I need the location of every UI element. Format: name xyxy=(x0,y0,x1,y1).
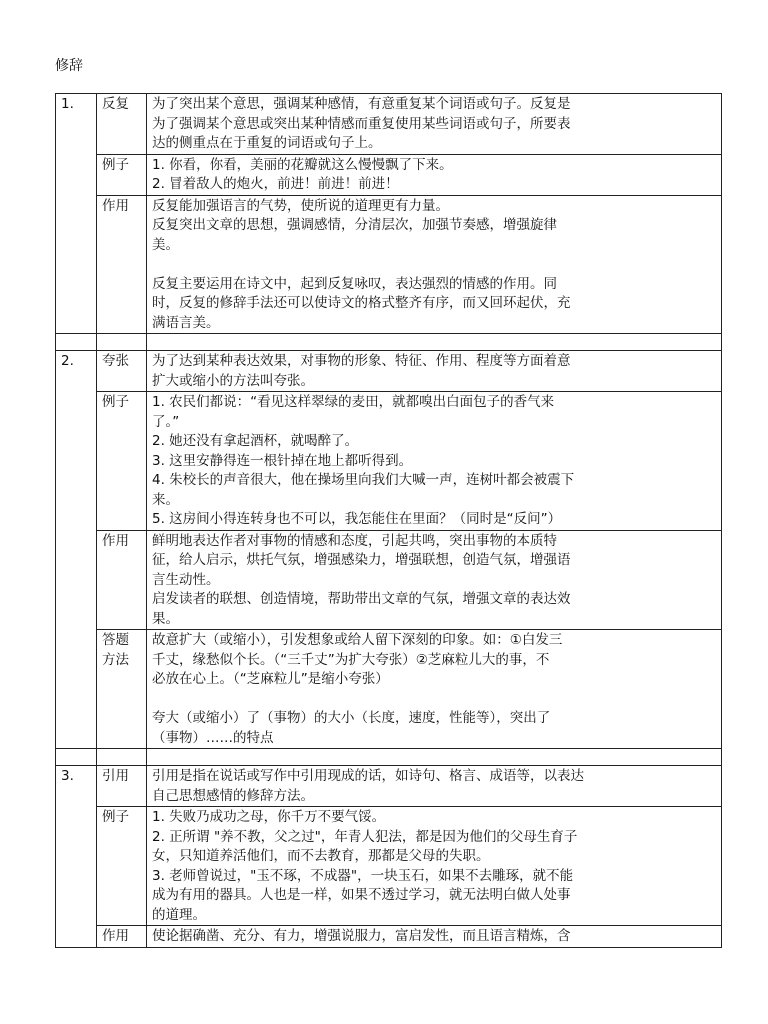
section-spacer xyxy=(56,334,722,351)
content-line: 1. 失败乃成功之母，你千万不要气馁。 xyxy=(152,809,386,825)
section-number: 1. xyxy=(56,94,97,334)
content-line: 女，只知道养活他们，而不去教育，那都是父母的失职。 xyxy=(152,848,490,864)
row-label xyxy=(97,807,147,926)
row-label-line: 方法 xyxy=(102,651,129,668)
rhetoric-table xyxy=(55,93,722,948)
section-term: 反复 xyxy=(97,94,147,155)
document-title: 修辞 xyxy=(55,58,83,74)
content-line: 故意扩大（或缩小），引发想象或给人留下深刻的印象。如：①白发三 xyxy=(152,632,563,648)
content-line: 反复突出文章的思想，强调感情，分清层次，加强节奏感，增强旋律 xyxy=(152,217,557,233)
spacer-cell xyxy=(97,334,147,351)
spacer-cell xyxy=(147,334,722,351)
content-line: 的道理。 xyxy=(152,906,206,923)
row-label-line: 作用 xyxy=(102,532,129,549)
content-line: 满语言美。 xyxy=(152,314,220,331)
section-definition xyxy=(147,766,722,807)
section-row xyxy=(56,94,722,155)
content-line: 4. 朱校长的声音很大，他在操场里向我们大喊一声，连树叶都会被震下 xyxy=(152,472,575,488)
definition-line: 引用是指在说话或写作中引用现成的话，如诗句、格言、成语等，以表达 xyxy=(152,768,584,784)
content-line: 鲜明地表达作者对事物的情感和态度，引起共鸣，突出事物的本质特 xyxy=(152,532,557,549)
content-line: 2. 冒着敌人的炮火，前进！前进！前进！ xyxy=(152,176,399,192)
content-line: 使论据确凿、充分、有力，增强说服力，富启发性，而且语言精炼，含 xyxy=(152,928,571,944)
row-content xyxy=(147,926,722,948)
section-row xyxy=(56,351,722,392)
row-content xyxy=(147,154,722,195)
section-term: 夸张 xyxy=(97,351,147,392)
content-line: 了。” xyxy=(152,413,180,430)
detail-row xyxy=(56,154,722,195)
content-line: 美。 xyxy=(152,236,179,253)
row-label xyxy=(97,392,147,531)
section-term: 引用 xyxy=(97,766,147,807)
section-definition xyxy=(147,351,722,392)
definition-line: 扩大或缩小的方法叫夸张。 xyxy=(152,372,314,389)
detail-row xyxy=(56,392,722,531)
row-label xyxy=(97,195,147,334)
section-number: 3. xyxy=(56,766,97,948)
row-label-line: 答题 xyxy=(102,632,129,648)
spacer-cell xyxy=(147,749,722,766)
section-definition xyxy=(147,94,722,155)
detail-row xyxy=(56,926,722,948)
section-number: 2. xyxy=(56,351,97,749)
content-line xyxy=(152,255,716,275)
row-content xyxy=(147,630,722,749)
content-line: 征，给人启示，烘托气氛，增强感染力，增强联想，创造气氛，增强语 xyxy=(152,552,571,568)
content-line: 1. 你看，你看，美丽的花瓣就这么慢慢飘了下来。 xyxy=(152,156,453,173)
row-label xyxy=(97,530,147,630)
content-line: 3. 老师曾说过，"玉不琢，不成器"，一块玉石，如果不去雕琢，就不能 xyxy=(152,867,574,884)
definition-line: 为了达到某种表达效果，对事物的形象、特征、作用、程度等方面着意 xyxy=(152,353,571,369)
content-line: 必放在心上。（“芝麻粒儿”是缩小夸张） xyxy=(152,671,389,687)
content-line: 5. 这房间小得连转身也不可以，我怎能住在里面？（同时是“反问”） xyxy=(152,511,562,527)
row-label xyxy=(97,154,147,195)
section-row xyxy=(56,766,722,807)
detail-row xyxy=(56,807,722,926)
content-line: 来。 xyxy=(152,491,179,508)
row-content xyxy=(147,530,722,630)
detail-row xyxy=(56,195,722,334)
row-label-line: 作用 xyxy=(102,197,129,214)
content-line: 成为有用的器具。人也是一样，如果不透过学习，就无法明白做人处事 xyxy=(152,887,571,903)
content-line: 反复能加强语言的气势，使所说的道理更有力量。 xyxy=(152,197,449,214)
section-spacer xyxy=(56,749,722,766)
definition-line: 为了强调某个意思或突出某种情感而重复使用某些词语或句子，所要表 xyxy=(152,115,571,132)
content-line: 反复主要运用在诗文中，起到反复咏叹，表达强烈的情感的作用。同 xyxy=(152,275,557,292)
row-label xyxy=(97,630,147,749)
content-line: 夸大（或缩小）了（事物）的大小（长度，速度，性能等），突出了 xyxy=(152,710,551,726)
row-content xyxy=(147,807,722,926)
row-label-line: 例子 xyxy=(102,156,129,173)
content-line: 1. 农民们都说：“看见这样翠绿的麦田，就都嗅出白面包子的香气来 xyxy=(152,394,555,410)
content-line: 言生动性。 xyxy=(152,571,220,588)
content-line: 时，反复的修辞手法还可以使诗文的格式整齐有序，而又回环起伏，充 xyxy=(152,295,571,311)
definition-line: 达的侧重点在于重复的词语或句子上。 xyxy=(152,135,382,151)
definition-line: 自己思想感情的修辞方法。 xyxy=(152,787,314,804)
detail-row xyxy=(56,630,722,749)
definition-line: 为了突出某个意思，强调某种感情，有意重复某个词语或句子。反复是 xyxy=(152,96,571,112)
content-line: 3. 这里安静得连一根针掉在地上都听得到。 xyxy=(152,452,413,469)
detail-row xyxy=(56,530,722,630)
spacer-cell xyxy=(97,749,147,766)
spacer-cell xyxy=(56,749,97,766)
content-line: 2. 正所谓 "养不教，父之过"，年青人犯法，都是因为他们的父母生育子 xyxy=(152,828,578,845)
content-line: （事物）……的特点 xyxy=(152,729,274,746)
content-line xyxy=(152,690,716,710)
row-content xyxy=(147,392,722,531)
content-line: 千丈，缘愁似个长。（“三千丈”为扩大夸张）②芝麻粒儿大的事，不 xyxy=(152,651,550,668)
row-label-line: 作用 xyxy=(102,928,129,944)
content-line: 果。 xyxy=(152,610,179,627)
row-label xyxy=(97,926,147,948)
content-line: 2. 她还没有拿起酒杯，就喝醉了。 xyxy=(152,433,359,449)
row-label-line: 例子 xyxy=(102,809,129,825)
row-label-line: 例子 xyxy=(102,394,129,410)
row-content xyxy=(147,195,722,334)
content-line: 启发读者的联想、创造情境，帮助带出文章的气氛，增强文章的表达效 xyxy=(152,591,571,607)
spacer-cell xyxy=(56,334,97,351)
